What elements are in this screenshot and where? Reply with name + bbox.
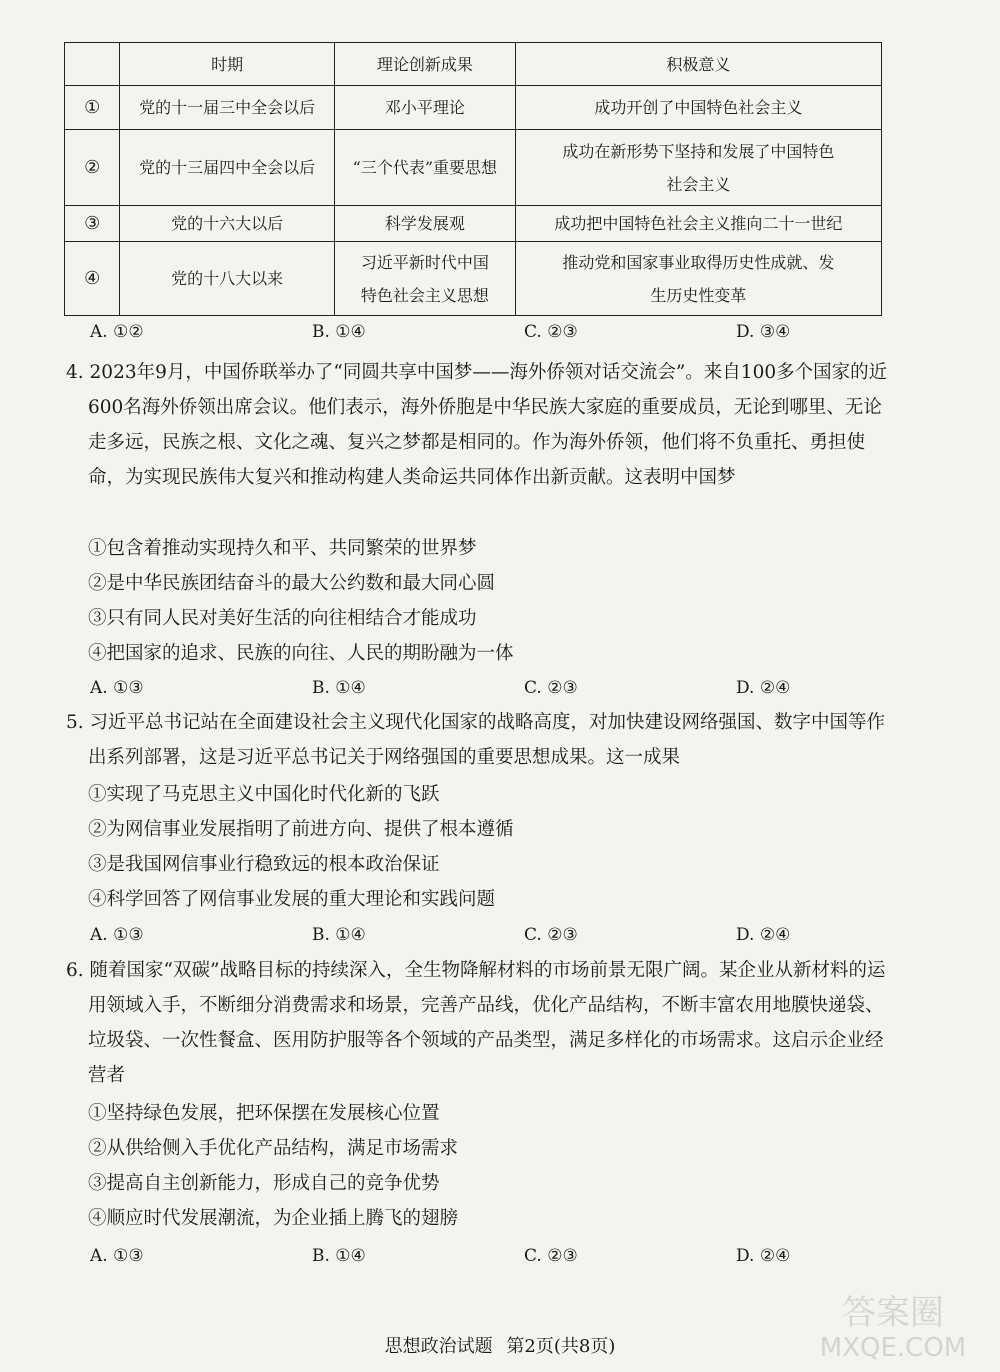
option-c[interactable]: C. ②③ (524, 925, 578, 945)
option-c[interactable]: C. ②③ (524, 1246, 578, 1266)
statement: ①包含着推动实现持久和平、共同繁荣的世界梦 (88, 538, 477, 559)
row-meaning: 成功把中国特色社会主义推向二十一世纪 (515, 206, 881, 242)
row-period: 党的十六大以后 (120, 206, 335, 242)
q4-options (90, 678, 850, 708)
watermark-text: 答案圈 (842, 1293, 944, 1333)
statement: ②从供给侧入手优化产品结构，满足市场需求 (88, 1138, 459, 1159)
statement: ①实现了马克思主义中国化时代化新的飞跃 (88, 784, 440, 805)
question-4 (66, 355, 896, 495)
table-row (65, 130, 882, 206)
question-stem: 4. 2023年9月，中国侨联举办了“同圆共享中国梦——海外侨领对话交流会”。来自100多个国家的近600名海外侨领出席会议。他们表示，海外侨胞是中华民族大家庭的重要成员，无论到哪里、无论走多远，民族之根、文化之魂、复兴之梦都是相同的。作为海外侨领，他们将不负重托、勇担使命，为实现民族伟大复兴和推动构建人类命运共同体作出新贡献。这表明中国梦 (66, 362, 888, 488)
theory-table (64, 42, 882, 316)
table-header-theory: 理论创新成果 (335, 43, 516, 86)
row-number: ③ (65, 206, 120, 242)
statement: ③提高自主创新能力，形成自己的竞争优势 (88, 1173, 440, 1194)
option-a[interactable]: A. ①② (90, 322, 144, 342)
row-theory: 科学发展观 (335, 206, 516, 242)
option-d[interactable]: D. ②④ (736, 925, 791, 945)
q6-options (90, 1246, 850, 1276)
q5-options (90, 925, 850, 955)
option-b[interactable]: B. ①④ (312, 678, 366, 698)
option-c[interactable]: C. ②③ (524, 678, 578, 698)
row-theory: 邓小平理论 (335, 86, 516, 130)
option-a[interactable]: A. ①③ (90, 678, 144, 698)
statement: ②为网信事业发展指明了前进方向、提供了根本遵循 (88, 819, 514, 840)
statement: ①坚持绿色发展，把环保摆在发展核心位置 (88, 1103, 440, 1124)
option-a[interactable]: A. ①③ (90, 1246, 144, 1266)
question-5 (66, 705, 896, 775)
table-row (65, 242, 882, 316)
table-row (65, 206, 882, 242)
statement: ③是我国网信事业行稳致远的根本政治保证 (88, 854, 440, 875)
row-meaning: 成功在新形势下坚持和发展了中国特色社会主义 (515, 130, 881, 206)
table-header-period: 时期 (120, 43, 335, 86)
row-number: ② (65, 130, 120, 206)
option-d[interactable]: D. ③④ (736, 322, 791, 342)
option-d[interactable]: D. ②④ (736, 1246, 791, 1266)
statement: ②是中华民族团结奋斗的最大公约数和最大同心圆 (88, 573, 496, 594)
option-b[interactable]: B. ①④ (312, 925, 366, 945)
statement: ④顺应时代发展潮流，为企业插上腾飞的翅膀 (88, 1208, 459, 1229)
row-meaning: 推动党和国家事业取得历史性成就、发生历史性变革 (515, 242, 881, 316)
table-header-meaning: 积极意义 (515, 43, 881, 86)
row-number: ① (65, 86, 120, 130)
option-b[interactable]: B. ①④ (312, 1246, 366, 1266)
option-a[interactable]: A. ①③ (90, 925, 144, 945)
footer-subject: 思想政治试题 (384, 1336, 493, 1357)
row-period: 党的十八大以来 (120, 242, 335, 316)
option-c[interactable]: C. ②③ (524, 322, 578, 342)
table-header-blank (65, 43, 120, 86)
statement: ④科学回答了网信事业发展的重大理论和实践问题 (88, 889, 496, 910)
row-meaning: 成功开创了中国特色社会主义 (515, 86, 881, 130)
question-stem: 5. 习近平总书记站在全面建设社会主义现代化国家的战略高度，对加快建设网络强国、数字中国等作出系列部署，这是习近平总书记关于网络强国的重要思想成果。这一成果 (66, 712, 886, 768)
option-b[interactable]: B. ①④ (312, 322, 366, 342)
row-period: 党的十三届四中全会以后 (120, 130, 335, 206)
question-6 (66, 953, 896, 1093)
footer-page-number: 第2页(共8页) (506, 1336, 616, 1357)
table-row (65, 86, 882, 130)
option-d[interactable]: D. ②④ (736, 678, 791, 698)
row-number: ④ (65, 242, 120, 316)
row-theory: “三个代表”重要思想 (335, 130, 516, 206)
table-header-row (65, 43, 882, 86)
watermark-url: MXQE.COM (819, 1333, 967, 1363)
question-stem: 6. 随着国家“双碳”战略目标的持续深入，全生物降解材料的市场前景无限广阔。某企业从新材料的运用领域入手，不断细分消费需求和场景，完善产品线，优化产品结构，不断丰富农用地膜快递袋、垃圾袋、一次性餐盒、医用防护服等各个领域的产品类型，满足多样化的市场需求。这启示企业经营者 (66, 960, 886, 1086)
row-theory: 习近平新时代中国特色社会主义思想 (335, 242, 516, 316)
statement: ④把国家的追求、民族的向往、人民的期盼融为一体 (88, 643, 514, 664)
watermark-logo (801, 1284, 986, 1364)
q3-options (90, 322, 850, 352)
row-period: 党的十一届三中全会以后 (120, 86, 335, 130)
statement: ③只有同人民对美好生活的向往相结合才能成功 (88, 608, 477, 629)
